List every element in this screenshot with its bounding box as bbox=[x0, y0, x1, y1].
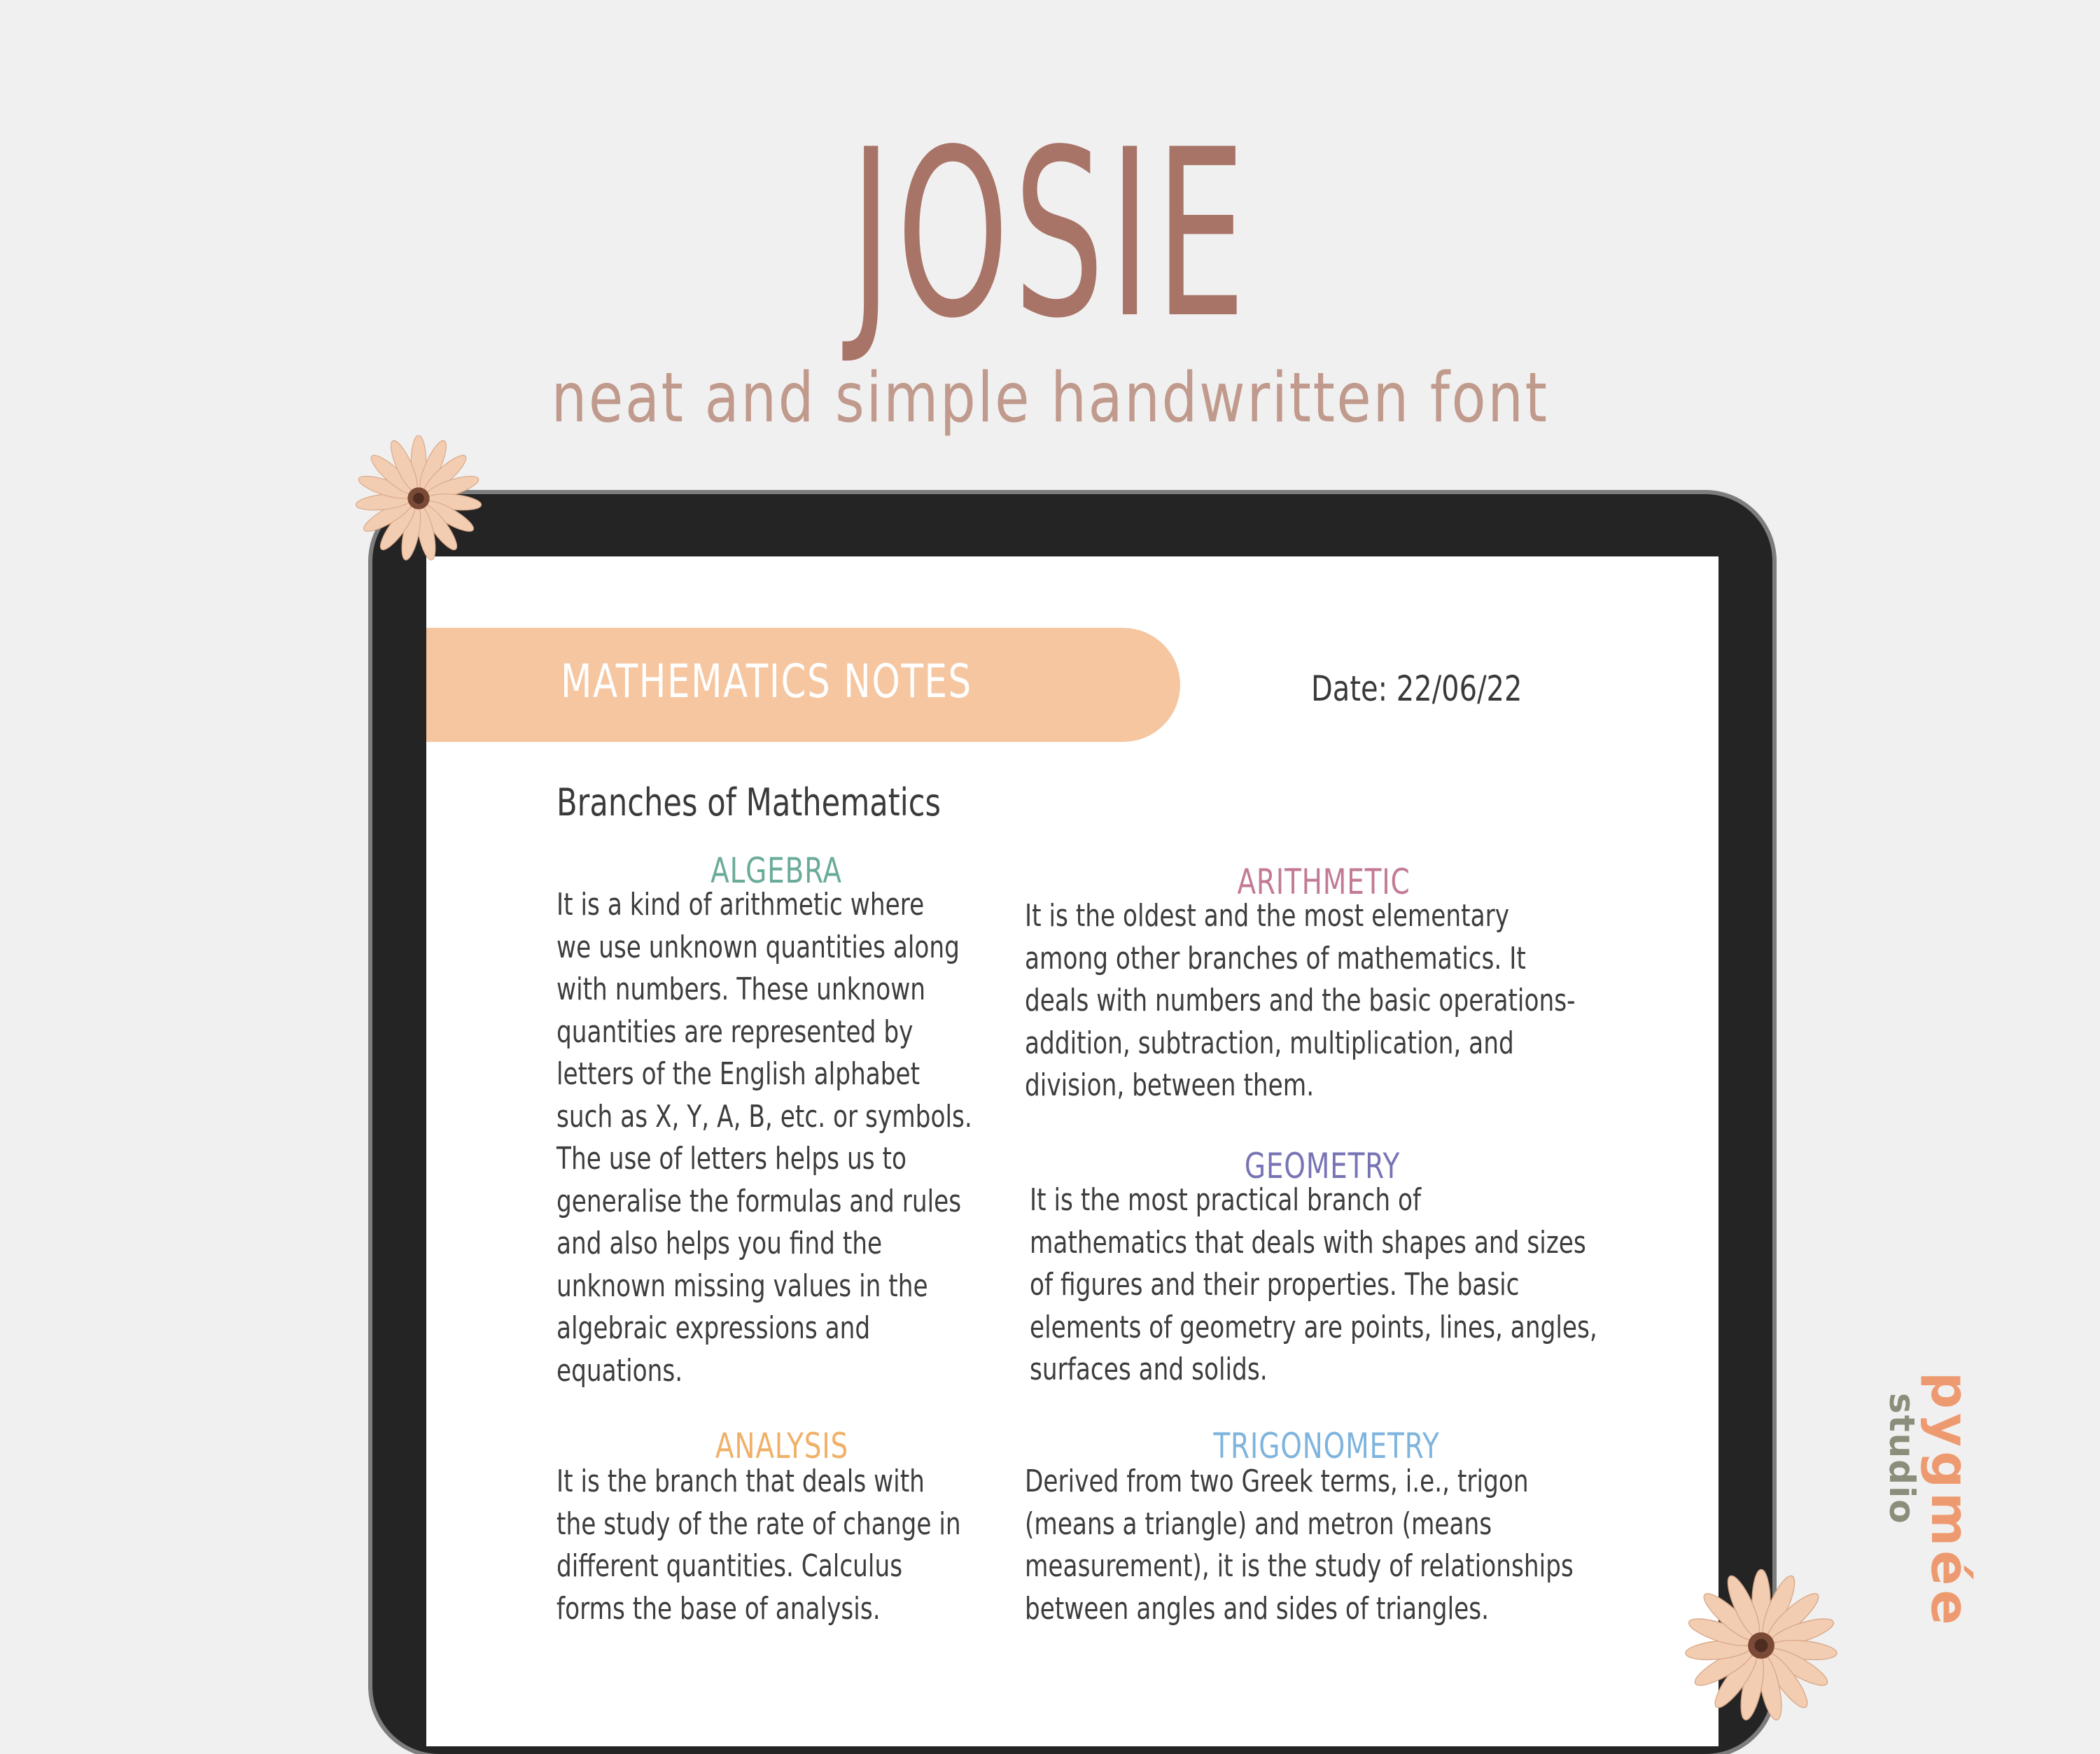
note-date: Date: 22/06/22 bbox=[1311, 668, 1522, 709]
notes-banner bbox=[426, 628, 1180, 742]
banner-title: MATHEMATICS NOTES bbox=[561, 654, 972, 708]
tablet-screen bbox=[426, 556, 1718, 1746]
analysis-body: It is the branch that deals with the study of the rate of change in different quantities. Calculus forms the base of analysis. bbox=[556, 1464, 961, 1627]
geometry-heading: GEOMETRY bbox=[1244, 1146, 1401, 1186]
analysis-heading: ANALYSIS bbox=[715, 1426, 849, 1466]
section-title: Branches of Mathematics bbox=[556, 780, 941, 825]
trigonometry-heading: TRIGONOMETRY bbox=[1213, 1426, 1440, 1466]
font-subtitle: neat and simple handwritten font bbox=[551, 358, 1549, 438]
trigonometry-body: Derived from two Greek terms, i.e., trigon (means a triangle) and metron (means measurement), it is the study of relationships between angles and sides of triangles. bbox=[1025, 1464, 1574, 1627]
algebra-heading: ALGEBRA bbox=[710, 850, 842, 891]
algebra-body: It is a kind of arithmetic where we use unknown quantities along with numbers. These unknown quantities are represented by letters of the English alphabet such as X, Y, A, B, etc. or symbols. The use of letters helps us to generalise the formulas and rules and also helps you find the unknown missing values in the algebraic expressions and equations. bbox=[556, 887, 972, 1389]
brand-name: pygmée bbox=[1919, 1372, 1980, 1629]
arithmetic-body: It is the oldest and the most elementary among other branches of mathematics. It deals with numbers and the basic operations- addition, subtraction, multiplication, and division, between them. bbox=[1025, 898, 1576, 1103]
flower-icon bbox=[350, 435, 487, 561]
brand-tagline: studio bbox=[1882, 1393, 1922, 1525]
arithmetic-heading: ARITHMETIC bbox=[1237, 862, 1410, 902]
flower-icon bbox=[1679, 1566, 1844, 1725]
font-title: JOSIE bbox=[850, 100, 1250, 369]
brand-logo bbox=[1882, 1372, 1980, 1629]
geometry-body: It is the most practical branch of mathematics that deals with shapes and sizes of figures and their properties. The basic elements of geometry are points, lines, angles, surfaces and solids. bbox=[1030, 1182, 1597, 1387]
